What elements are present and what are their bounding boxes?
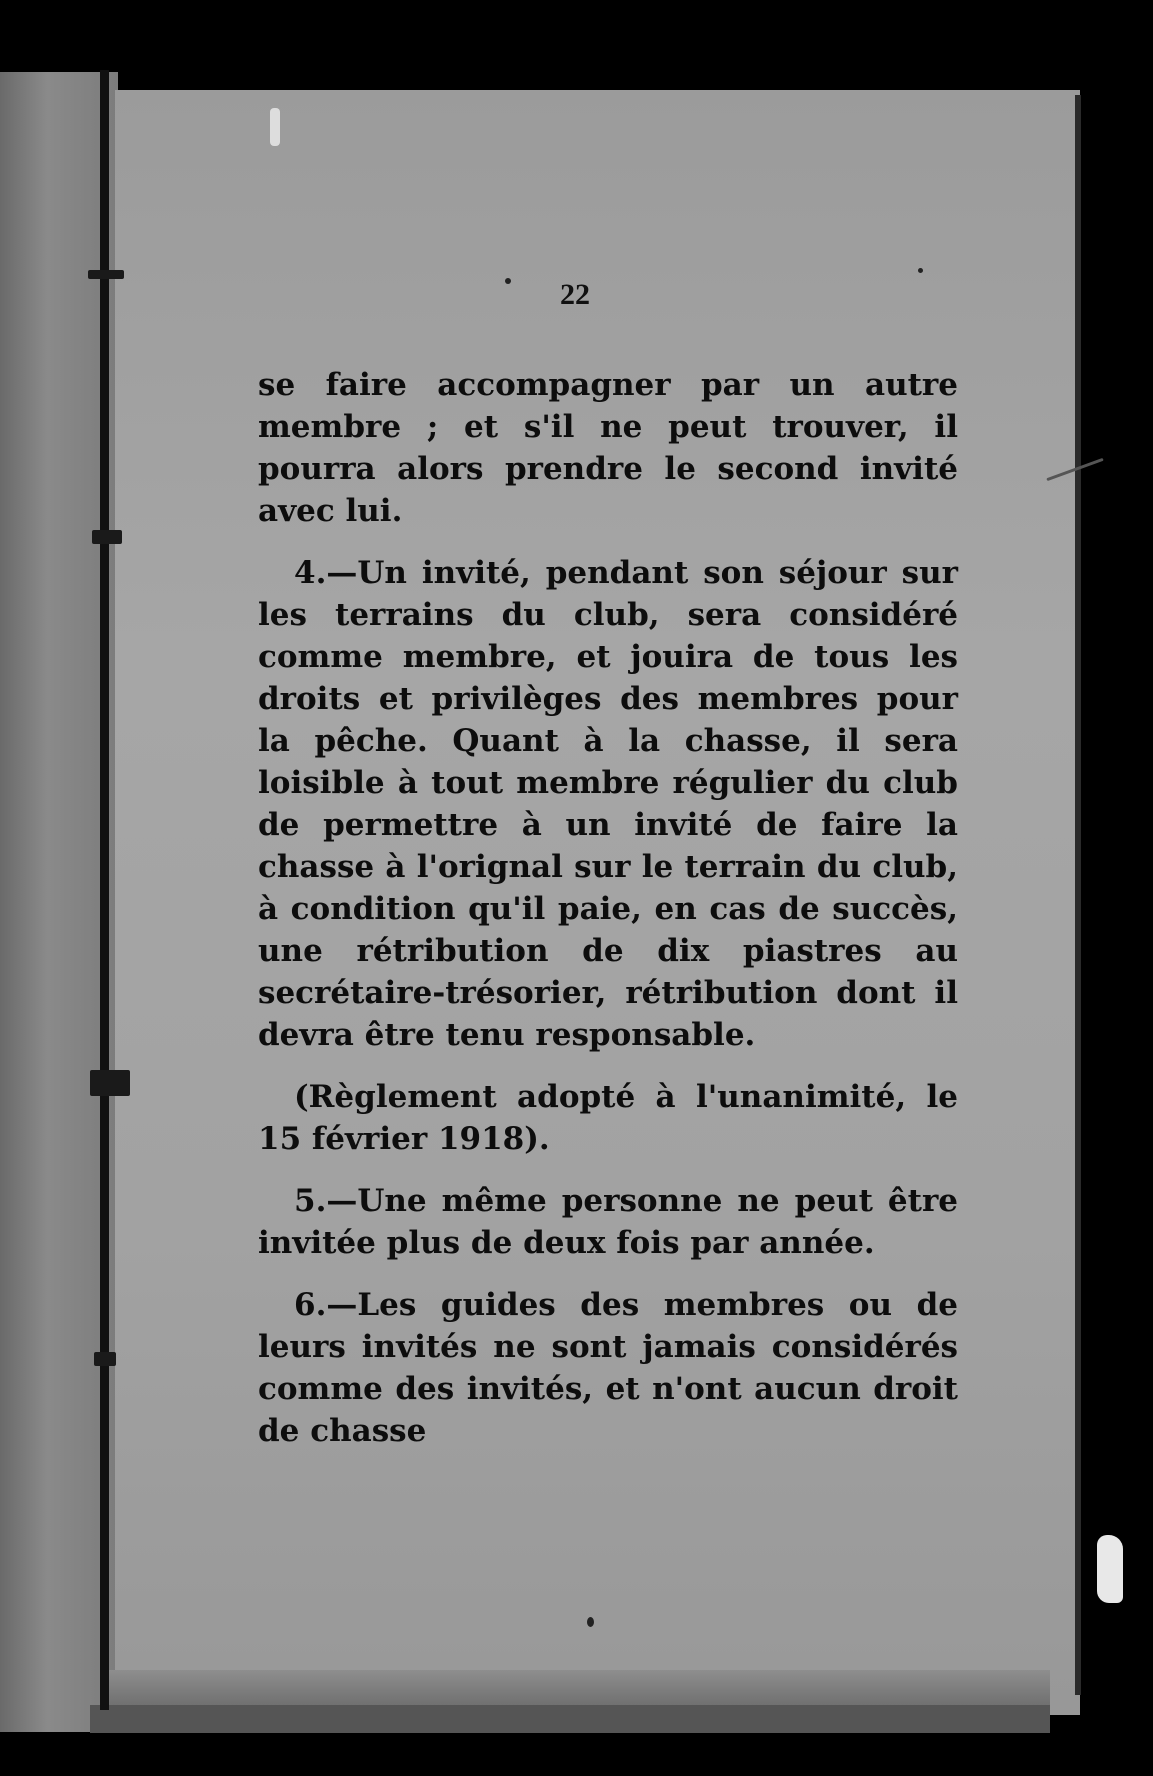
dust-speck xyxy=(505,278,511,284)
page-bottom-edge xyxy=(100,1670,1050,1710)
paragraph-article-4: 4.—Un invité, pendant son séjour sur les terrains du club, sera considéré comme membre, et jouira de tous les droits et privilèges des membres pour la pêche. Quant à la chasse, il sera loisible à tout membre régulier du club de permettre à un invité de faire la chasse à l'orignal sur le terrain du club, à condition qu'il paie, en cas de succès, une rétribution de dix piastres au secrétaire-trésorier, rétribution dont il devra être tenu responsable. xyxy=(258,555,958,1053)
book-spine xyxy=(100,70,109,1710)
body-text xyxy=(258,364,958,1472)
paragraph-article-6: 6.—Les guides des membres ou de leurs invités ne sont jamais considérés comme des invités, et n'ont aucun droit de chasse xyxy=(258,1287,958,1449)
paragraph-continuation: se faire accompagner par un autre membre ; et s'il ne peut trouver, il pourra alors prendre le second invité avec lui. xyxy=(258,367,958,529)
binding-mark xyxy=(90,1070,130,1096)
dust-speck xyxy=(918,268,923,273)
dust-speck xyxy=(587,1617,594,1627)
paragraph-reglement-note: (Règlement adopté à l'unanimité, le 15 février 1918). xyxy=(258,1079,958,1157)
page-number: 22 xyxy=(560,278,590,311)
binding-mark xyxy=(92,530,122,544)
paragraph-article-5: 5.—Une même personne ne peut être invitée plus de deux fois par année. xyxy=(258,1183,958,1261)
scan-artifact xyxy=(1097,1535,1123,1603)
binding-mark xyxy=(88,270,124,279)
dust-speck xyxy=(270,108,280,146)
binding-mark xyxy=(94,1352,116,1366)
bottom-shadow xyxy=(90,1705,1050,1733)
page-right-edge xyxy=(1075,95,1081,1695)
